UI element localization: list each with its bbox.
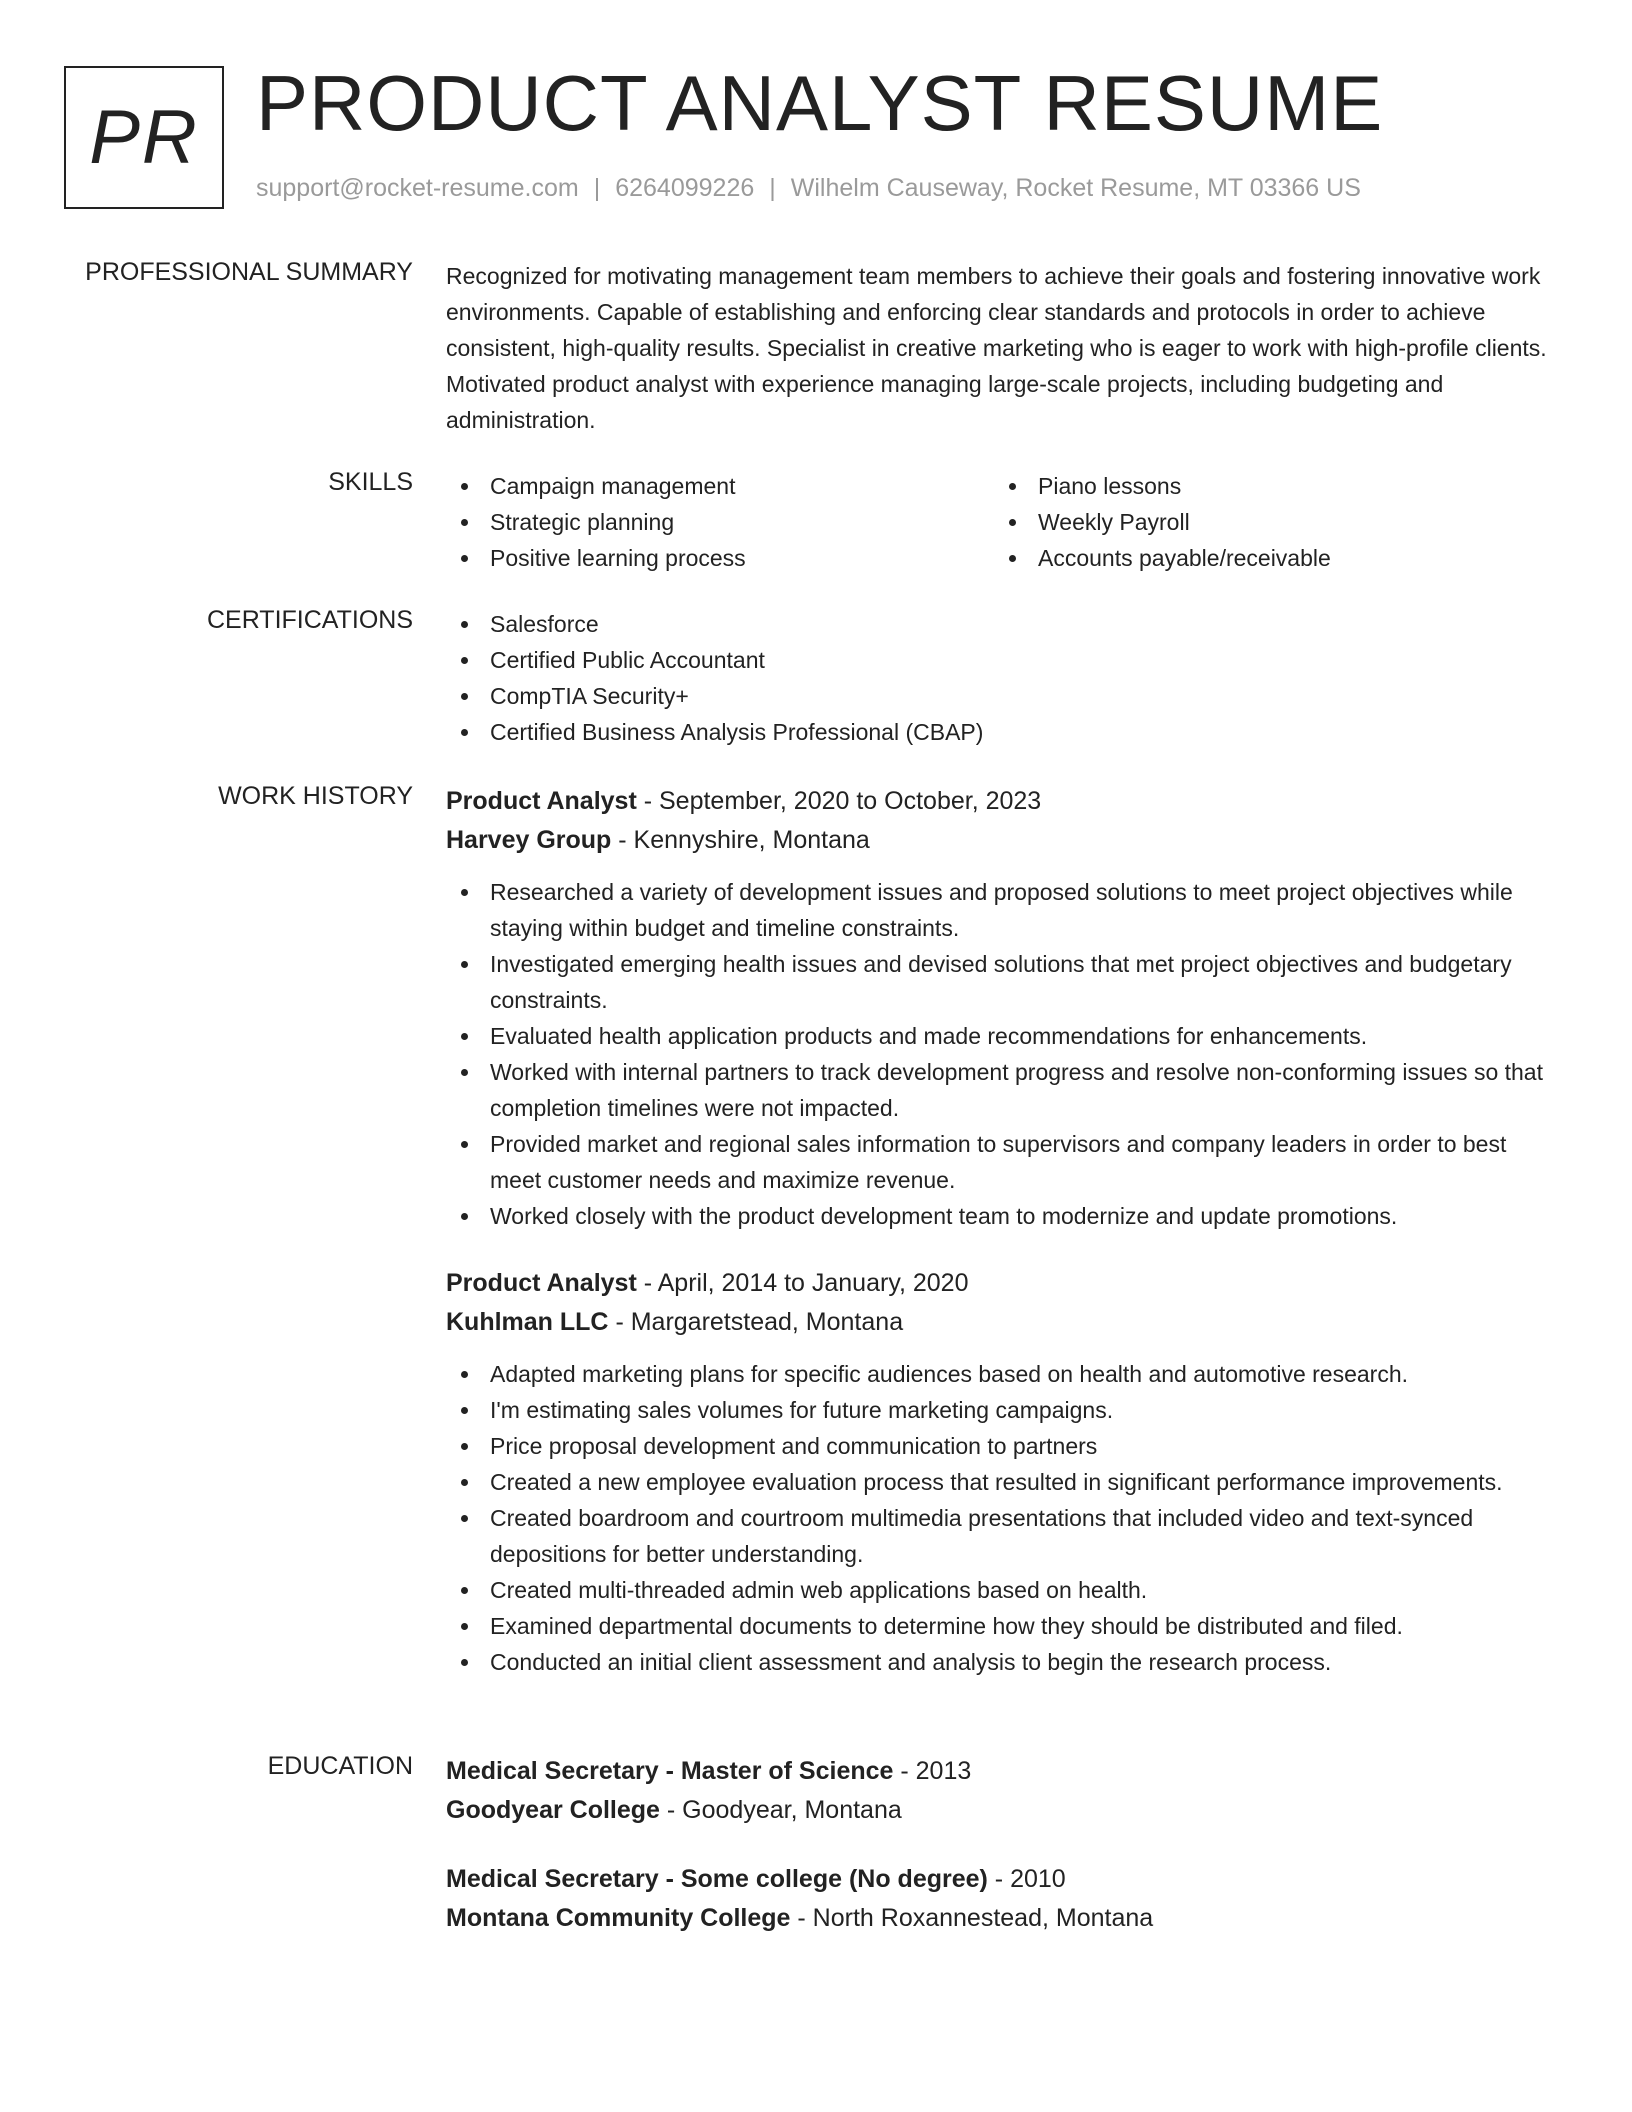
job-bullet: Investigated emerging health issues and devised solutions that met project objectives and budgetary constraints. [446, 946, 1556, 1018]
job-dates: - April, 2014 to January, 2020 [636, 1269, 969, 1297]
page-title: PRODUCT ANALYST RESUME [256, 59, 1384, 147]
section-label-skills: SKILLS [328, 468, 413, 496]
section-label-summary: PROFESSIONAL SUMMARY [85, 258, 413, 286]
job-entry [446, 782, 1556, 1234]
job-company: Kuhlman LLC [446, 1308, 609, 1336]
job-entry [446, 1264, 1556, 1680]
job-location: - Margaretstead, Montana [608, 1308, 904, 1336]
job-bullet: Created multi-threaded admin web applications based on health. [446, 1572, 1556, 1608]
education-location: - Goodyear, Montana [659, 1796, 902, 1824]
job-title-line [446, 1264, 1556, 1302]
job-bullet: Created a new employee evaluation process that resulted in significant performance improvements. [446, 1464, 1556, 1500]
education-school-line [446, 1790, 1556, 1830]
job-bullet: Worked with internal partners to track development progress and resolve non-conforming issues so that completion timelines were not impacted. [446, 1054, 1556, 1126]
skill-item: Positive learning process [446, 540, 994, 576]
monogram-logo: PR [64, 66, 224, 209]
job-company-line [446, 1302, 1556, 1342]
skills-grid [446, 468, 1556, 576]
job-title: Product Analyst [446, 787, 637, 815]
job-bullet: Worked closely with the product development team to modernize and update promotions. [446, 1198, 1556, 1234]
skills-column-2 [994, 468, 1542, 576]
job-company: Harvey Group [446, 826, 612, 854]
skills-column-1 [446, 468, 994, 576]
job-dates: - September, 2020 to October, 2023 [636, 787, 1042, 815]
contact-phone: 6264099226 [615, 174, 755, 202]
job-bullet: Created boardroom and courtroom multimedia presentations that included video and text-synced depositions for better understanding. [446, 1500, 1556, 1572]
job-bullets [446, 1356, 1556, 1680]
skill-item: Campaign management [446, 468, 994, 504]
contact-email: support@rocket-resume.com [256, 174, 579, 202]
job-bullet: Adapted marketing plans for specific audiences based on health and automotive research. [446, 1356, 1556, 1392]
summary-text: Recognized for motivating management team members to achieve their goals and fostering innovative work environments. Capable of establishing and enforcing clear standards and protocols in order to achieve consistent, high-quality results. Specialist in creative marketing who is eager to work with high-profile clients. Motivated product analyst with experience managing large-scale projects, including budgeting and administration. [446, 263, 1547, 433]
job-title: Product Analyst [446, 1269, 637, 1297]
section-label-education: EDUCATION [267, 1752, 413, 1780]
education-entry [446, 1860, 1556, 1938]
certification-item: Certified Business Analysis Professional (CBAP) [446, 714, 1556, 750]
education-body [446, 1752, 1556, 1938]
section-label-work: WORK HISTORY [218, 782, 413, 810]
contact-separator: | [593, 174, 601, 202]
work-history-body-2 [446, 1264, 1556, 1680]
skill-item: Strategic planning [446, 504, 994, 540]
contact-address: Wilhelm Causeway, Rocket Resume, MT 03366 US [790, 174, 1361, 202]
job-company-line [446, 820, 1556, 860]
certification-item: Certified Public Accountant [446, 642, 1556, 678]
job-bullet: Evaluated health application products and made recommendations for enhancements. [446, 1018, 1556, 1054]
certification-item: Salesforce [446, 606, 1556, 642]
section-label-certifications: CERTIFICATIONS [206, 606, 413, 634]
education-degree: Medical Secretary - Master of Science [446, 1757, 894, 1785]
education-year: - 2013 [893, 1757, 972, 1785]
job-location: - Kennyshire, Montana [611, 826, 870, 854]
job-bullet: Researched a variety of development issues and proposed solutions to meet project objectives while staying within budget and timeline constraints. [446, 874, 1556, 946]
job-bullet: I'm estimating sales volumes for future marketing campaigns. [446, 1392, 1556, 1428]
job-bullet: Price proposal development and communication to partners [446, 1428, 1556, 1464]
contact-line [256, 174, 1361, 203]
job-bullet: Examined departmental documents to determine how they should be distributed and filed. [446, 1608, 1556, 1644]
skill-item: Piano lessons [994, 468, 1542, 504]
certifications-list [446, 606, 1556, 750]
skill-item: Accounts payable/receivable [994, 540, 1542, 576]
contact-separator: | [769, 174, 776, 202]
job-bullet: Provided market and regional sales information to supervisors and company leaders in order to best meet customer needs and maximize revenue. [446, 1126, 1556, 1198]
skill-item: Weekly Payroll [994, 504, 1542, 540]
education-degree: Medical Secretary - Some college (No degree) [446, 1865, 988, 1893]
work-history-body [446, 782, 1556, 1234]
certifications-body [446, 606, 1556, 750]
education-school: Goodyear College [446, 1796, 660, 1824]
job-title-line [446, 782, 1556, 820]
job-bullets [446, 874, 1556, 1234]
education-degree-line [446, 1860, 1556, 1898]
certification-item: CompTIA Security+ [446, 678, 1556, 714]
education-school-line [446, 1898, 1556, 1938]
education-year: - 2010 [987, 1865, 1066, 1893]
education-entry [446, 1752, 1556, 1830]
job-bullet: Conducted an initial client assessment and analysis to begin the research process. [446, 1644, 1556, 1680]
education-location: - North Roxannestead, Montana [790, 1904, 1154, 1932]
education-school: Montana Community College [446, 1904, 791, 1932]
education-degree-line [446, 1752, 1556, 1790]
